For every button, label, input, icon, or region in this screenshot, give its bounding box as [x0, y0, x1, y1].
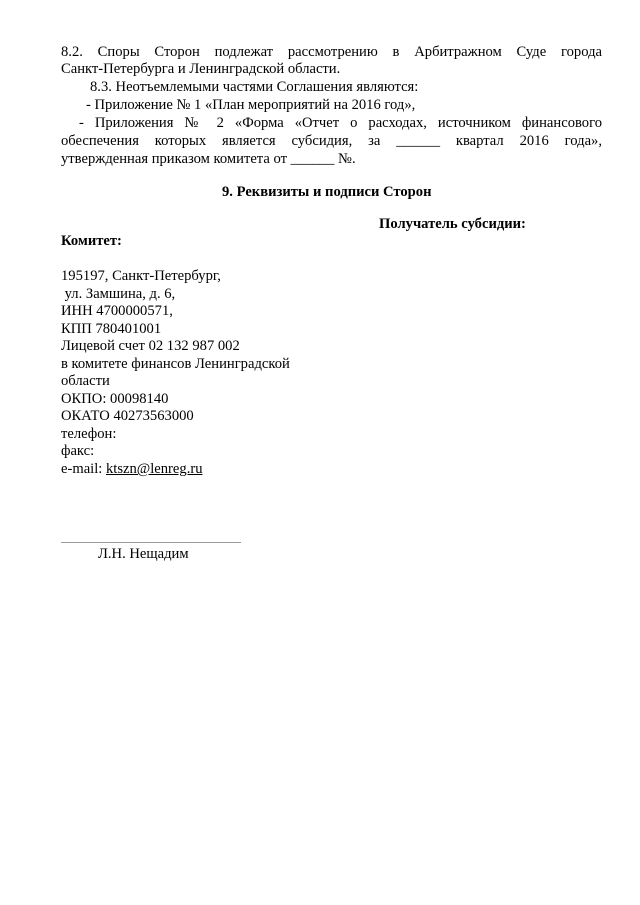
appendix-2-line2: обеспечения которых является субсидия, за ______ квартал 2016 года»,	[61, 133, 602, 149]
clause-8-2-line2: Санкт-Петербурга и Ленинградской области.	[61, 61, 341, 77]
committee-address-line1: 195197, Санкт-Петербург,	[61, 268, 221, 284]
clause-8-2-line1: 8.2. Споры Сторон подлежат рассмотрению в Арбитражном Суде города	[61, 44, 602, 60]
committee-okpo: ОКПО: 00098140	[61, 391, 169, 407]
committee-label: Комитет:	[61, 233, 122, 249]
committee-phone: телефон:	[61, 426, 117, 442]
signature-line	[61, 542, 241, 543]
committee-bank-line2: области	[61, 373, 110, 389]
recipient-label: Получатель субсидии:	[379, 216, 526, 232]
committee-okato: ОКАТО 40273563000	[61, 408, 194, 424]
committee-email-row	[61, 461, 203, 478]
email-link[interactable]: ktszn@lenreg.ru	[105, 461, 203, 477]
appendix-2-line3: утвержденная приказом комитета от ______ №.	[61, 151, 356, 167]
appendix-1-item: - Приложение № 1 «План мероприятий на 2016 год»,	[86, 97, 416, 113]
committee-fax: факс:	[61, 443, 95, 459]
committee-inn: ИНН 4700000571,	[61, 303, 173, 319]
committee-kpp: КПП 780401001	[61, 321, 162, 337]
signatory-name: Л.Н. Нещадим	[98, 546, 189, 562]
committee-account: Лицевой счет 02 132 987 002	[61, 338, 240, 354]
email-label: e-mail:	[61, 461, 106, 477]
committee-address-line2: ул. Замшина, д. 6,	[61, 286, 176, 302]
appendix-2-line1: - Приложения № 2 «Форма «Отчет о расходах, источником финансового	[79, 115, 602, 131]
clause-8-3: 8.3. Неотъемлемыми частями Соглашения являются:	[90, 79, 419, 95]
section-9-title: 9. Реквизиты и подписи Сторон	[222, 184, 432, 200]
committee-bank-line1: в комитете финансов Ленинградской	[61, 356, 290, 372]
